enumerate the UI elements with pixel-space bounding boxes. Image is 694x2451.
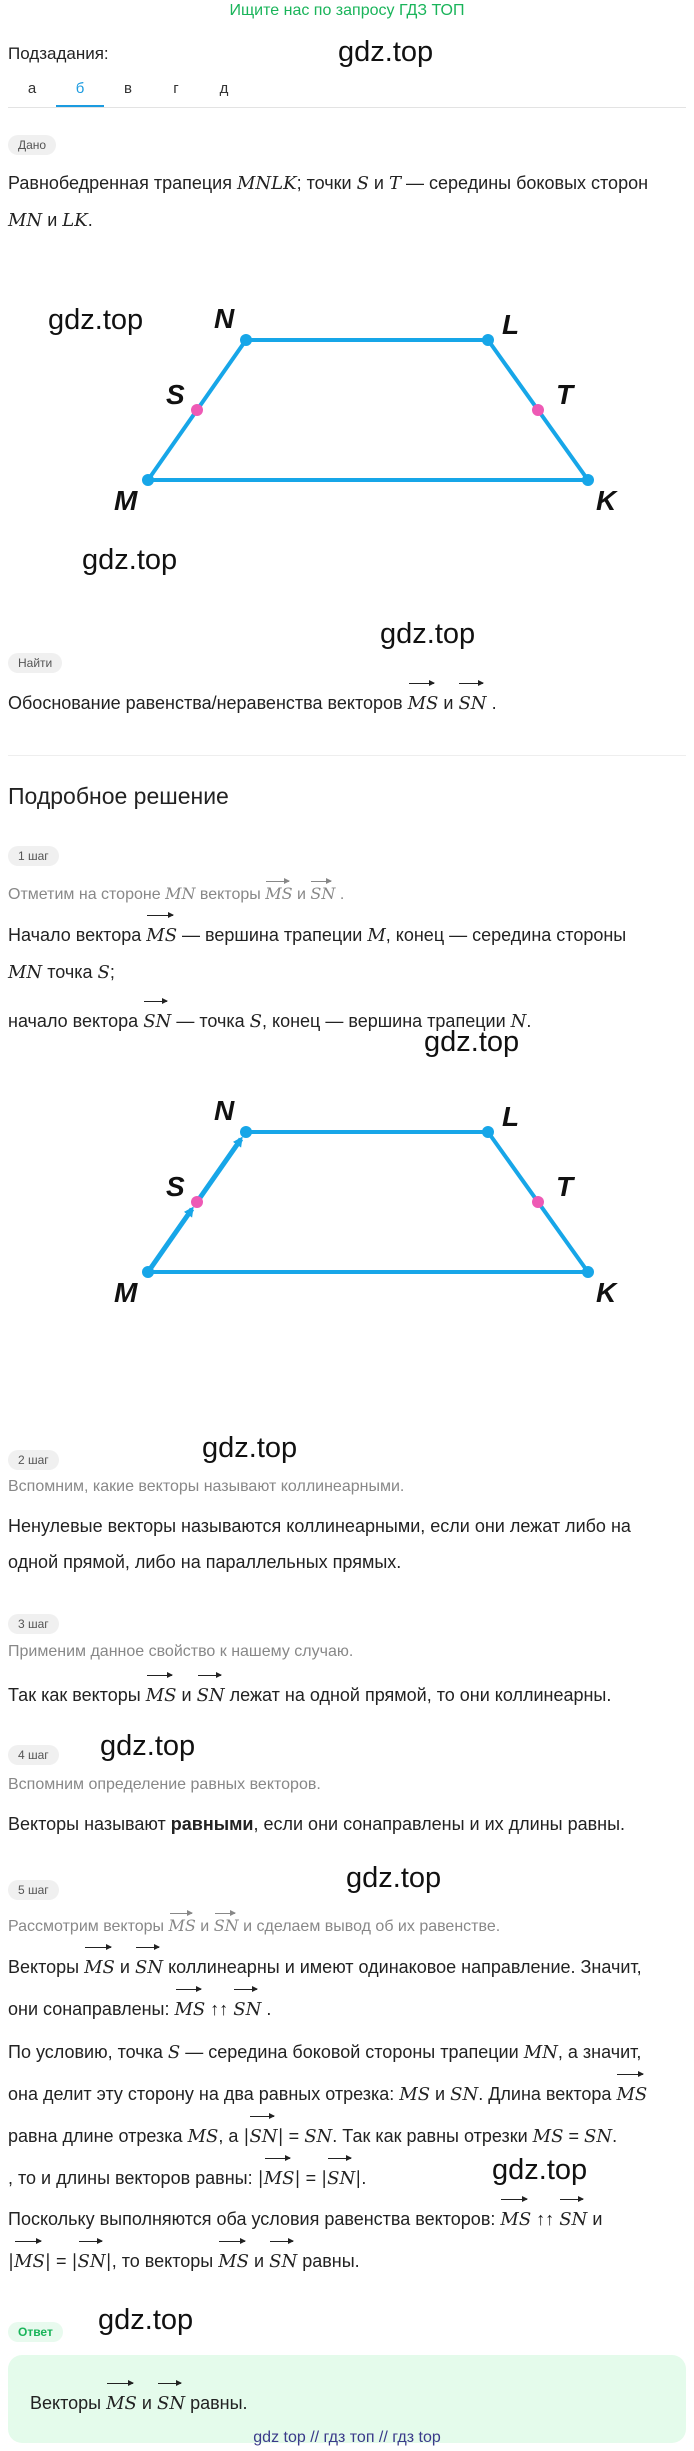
watermark: gdz.top [346,1862,442,1894]
vector-sn: SN [214,1910,239,1935]
vector-ms: MS [616,2071,647,2113]
label-n: N [214,1095,235,1126]
s1-l1m: M [367,925,386,946]
s5-p2a: По условию, точка [8,2042,163,2062]
find-tag: Найти [8,653,62,673]
s5-eq: = [568,2126,579,2146]
s1-l3a: начало вектора [8,1011,139,1031]
watermark: gdz.top [424,1026,520,1058]
step2-l1: Ненулевые векторы называются коллинеарными, если они лежат либо на [8,1516,631,1536]
step1-dot: . [339,886,345,903]
step5-tag: 5 шаг [8,1880,59,1900]
answer-and: и [141,2393,152,2413]
find-and: и [443,693,454,713]
s5-p1c: они сонаправлены: [8,1999,170,2019]
vector-sn: SN [233,1986,261,2028]
step3-text [8,1672,611,1714]
vertex-m [142,474,154,486]
step5-p1 [8,1944,688,2028]
s5-eq: = [305,2168,317,2188]
vector-ms: MS [146,1672,177,1714]
vector-sn: SN [458,680,486,722]
step1-text [8,912,688,991]
s5-p2s: S [167,2042,181,2063]
segment-ms: MS [399,2084,431,2105]
s5-p2i: , то и длины векторов равны: [8,2168,253,2188]
label-s: S [166,1171,185,1202]
given-prefix: Равнобедренная трапеция [8,173,232,193]
vertex-l [482,1126,494,1138]
vector-sn: SN [327,2155,355,2197]
s5-p2e: . Длина вектора [478,2084,612,2104]
s5-intro-b: и сделаем вывод об их равенстве. [243,1918,501,1935]
label-m: M [114,485,138,516]
s5-p3c: равны. [302,2251,360,2271]
subtasks-label: Подзадания: [8,44,109,63]
given-mn: MN [8,210,43,231]
vertex-l [482,334,494,346]
step2-tag: 2 шаг [8,1450,59,1470]
segment-sn: SN [583,2126,613,2147]
s5-p3a: Поскольку выполняются оба условия равенства векторов: [8,2209,496,2229]
s4-bold: равными [170,1814,254,1834]
answer-text [30,2380,248,2422]
watermark: gdz.top [492,2154,588,2186]
vector-ms-arrow [148,1209,192,1272]
s5-and: и [200,1918,210,1935]
s5-p2g: , а [218,2126,239,2146]
step1-and: и [297,886,306,903]
step2-l2: одной прямой, либо на параллельных прямых. [8,1552,402,1572]
watermark: gdz.top [82,544,178,576]
s5-dot: . [361,2168,367,2188]
vector-sn: SN [249,2113,277,2155]
vector-ms: MS [106,2380,137,2422]
vertex-n [240,1126,252,1138]
vector-sn: SN [143,998,171,1040]
vector-ms: MS [175,1986,206,2028]
watermark: gdz.top [338,36,434,68]
s1-l3b: — точка [176,1011,245,1031]
step2-intro: Вспомним, какие векторы называют коллинеарными. [8,1478,405,1495]
tab-g[interactable]: г [173,80,179,97]
step5-intro [8,1910,500,1936]
vector-sn-arrow [197,1139,241,1202]
vector-sn: SN [157,2380,185,2422]
s1-l3d: . [526,1011,532,1031]
find-text [8,680,497,722]
label-l: L [502,309,520,340]
s1-l1b: — вершина трапеции [182,925,363,945]
s5-p1b: коллинеарны и имеют одинаковое направление. Значит, [168,1957,642,1977]
codirectional-symbol: ↑↑ [536,2209,555,2229]
step5-p2: По условию, точка S — середина боковой стороны трапеции MN, а значит, она делит эту сторону на два равных отрезка: MS и SN. Длина вектора MS равна длине отрезка MS, а |SN| = SN. Так как равны отрезки MS = SN. , то и длины векторов равны: |MS| = |SN|. [8,2034,688,2197]
segment-ms: MS [532,2126,564,2147]
given-text [8,165,688,239]
label-k: K [596,485,617,516]
s5-p2mn: MN [523,2042,558,2063]
given-s: S [356,173,369,194]
given-and-2: и [47,210,58,230]
s5-eq: = [288,2126,300,2146]
footer-links[interactable]: gdz top // гдз топ // гдз top [253,2429,441,2446]
vector-ms: MS [500,2196,531,2238]
given-tag: Дано [8,135,56,155]
s1-l1c: , конец — середина стороны [385,925,627,945]
midpoint-t [532,1196,544,1208]
subtask-tabs [8,74,686,108]
s1-l1a: Начало вектора [8,925,142,945]
s5-p3and: и [592,2209,603,2229]
s5-p2f: равна длине отрезка [8,2126,183,2146]
vector-ms: MS [408,680,439,722]
trapezoid-shape-2 [148,1132,588,1272]
trapezoid-shape-1 [148,340,588,480]
step1-intro-side: MN [165,884,196,903]
find-label: Обоснование равенства/неравенства векторов [8,693,403,713]
vertex-k [582,474,594,486]
segment-sn: SN [304,2126,333,2147]
find-dot: . [491,693,497,713]
answer-tag: Ответ [8,2322,63,2342]
step1-tag: 1 шаг [8,846,59,866]
label-m: M [114,1277,138,1308]
s1-l3c: , конец — вершина трапеции [262,1011,506,1031]
label-s: S [166,379,185,410]
label-t: T [556,1171,574,1202]
segment-sn: SN [450,2084,479,2105]
midpoint-s [191,404,203,416]
vector-sn: SN [269,2238,297,2280]
s5-p1and: и [119,1957,130,1977]
s1-l2a: точка [47,962,93,982]
s5-p1d: . [266,1999,272,2019]
step1-intro [8,878,344,904]
divider [8,755,686,756]
s5-p2d: она делит эту сторону на два равных отрезка: [8,2084,395,2104]
vector-sn: SN [78,2238,106,2280]
label-n: N [214,303,235,334]
s1-l3n: N [510,1011,527,1032]
s4-a: Векторы называют [8,1814,166,1834]
vector-ms: MS [264,2155,295,2197]
s3-b: лежат на одной прямой, то они коллинеарны. [229,1685,612,1705]
step3-intro: Применим данное свойство к нашему случаю. [8,1643,354,1660]
s5-p3and: и [254,2251,265,2271]
answer-a: Векторы [30,2393,102,2413]
label-l: L [502,1101,520,1132]
s1-l2b: ; [109,962,115,982]
s3-and: и [181,1685,192,1705]
vertex-m [142,1266,154,1278]
tab-a[interactable]: а [27,80,37,97]
vector-ms: MS [84,1944,115,1986]
step4-intro: Вспомним определение равных векторов. [8,1776,321,1793]
codirectional-symbol: ↑↑ [210,1999,229,2019]
s5-p1a: Векторы [8,1957,80,1977]
vector-sn: SN [135,1944,163,1986]
vector-sn: SN [310,878,335,903]
s5-p2and: и [435,2084,446,2104]
step1-intro-a: Отметим на стороне [8,886,161,903]
given-and: и [373,173,384,193]
s5-p2c: , а значит, [557,2042,642,2062]
s5-eq: = [55,2251,67,2271]
vector-ms: MS [169,1910,196,1935]
s1-l2side: MN [8,962,43,983]
s5-p3b: , то векторы [111,2251,214,2271]
vector-sn: SN [197,1672,225,1714]
s4-b: , если они сонаправлены и их длины равны. [253,1814,626,1834]
given-t: T [389,173,402,194]
given-lk: LK [62,210,88,231]
vector-ms: MS [218,2238,249,2280]
answer-b: равны. [190,2393,248,2413]
s1-l3s: S [249,1011,262,1032]
vertex-k [582,1266,594,1278]
s5-p2h: . Так как равны отрезки [332,2126,528,2146]
step1-text-2 [8,998,688,1040]
watermark: gdz.top [202,1432,298,1464]
vector-ms: MS [146,912,177,954]
step4-tag: 4 шаг [8,1745,59,1765]
given-suffix: — середины боковых сторон [406,173,649,193]
s5-p2b: — середина боковой стороны трапеции [185,2042,519,2062]
midpoint-t [532,404,544,416]
vector-ms: MS [14,2238,45,2280]
segment-ms: MS [187,2126,219,2147]
label-t: T [556,379,574,410]
vector-ms: MS [265,878,292,903]
watermark: gdz.top [98,2304,194,2336]
step5-p3: Поскольку выполняются оба условия равенства векторов: MS ↑↑ SN и |MS| = |SN|, то векторы MS и SN равны. [8,2196,688,2280]
tab-d[interactable]: д [219,80,229,97]
step3-tag: 3 шаг [8,1614,59,1634]
watermark: gdz.top [48,304,144,336]
given-mid: ; точки [296,173,352,193]
watermark: gdz.top [380,618,476,650]
step4-text [8,1806,625,1842]
watermark: gdz.top [100,1730,196,1762]
s5-intro-a: Рассмотрим векторы [8,1918,165,1935]
vector-sn: SN [559,2196,587,2238]
given-dot: . [87,210,93,230]
step1-intro-b: векторы [199,886,261,903]
search-hint[interactable]: Ищите нас по запросу ГДЗ ТОП [229,2,465,19]
given-trapezoid: MNLK [236,173,297,194]
tab-v[interactable]: в [124,80,132,97]
s3-a: Так как векторы [8,1685,141,1705]
tab-b[interactable]: б [56,74,104,107]
label-k: K [596,1277,617,1308]
solution-title: Подробное решение [8,783,229,809]
s5-dot: . [612,2126,618,2146]
s1-l2s: S [97,962,110,983]
midpoint-s [191,1196,203,1208]
vertex-n [240,334,252,346]
trapezoid-figure-2 [0,1082,694,1322]
